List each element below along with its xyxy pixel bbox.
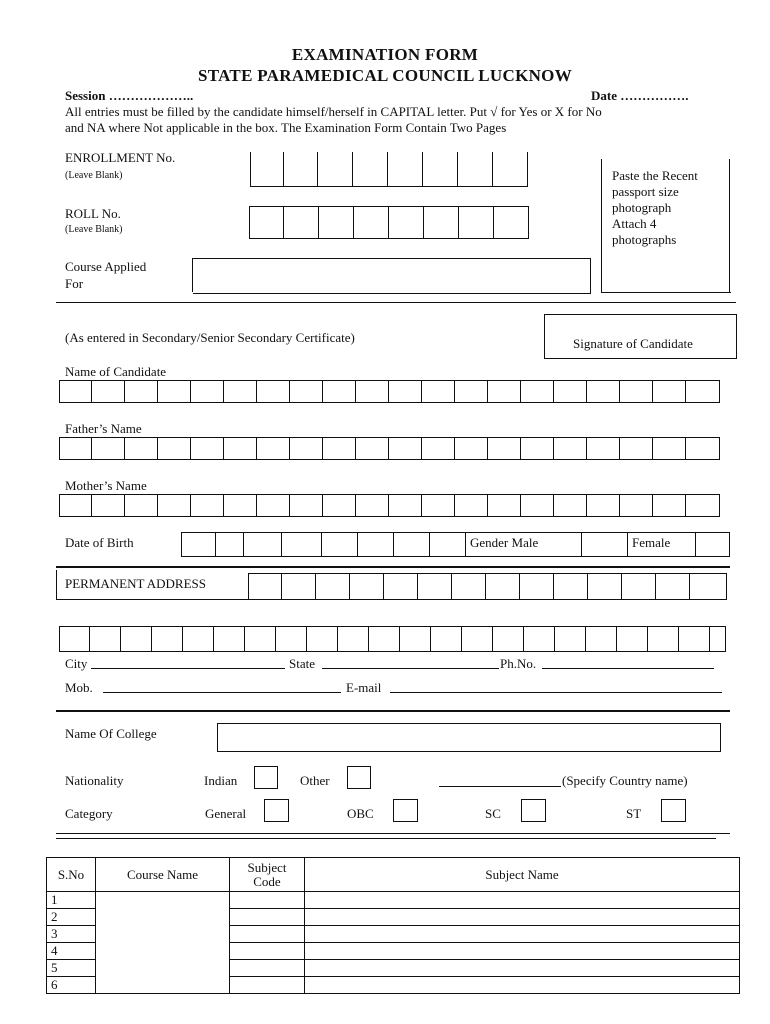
divider: [56, 710, 730, 712]
row-number: 6: [47, 977, 96, 994]
photo-text-5: photographs: [612, 232, 677, 247]
subject-code-cell[interactable]: [230, 909, 305, 926]
enrollment-number-field[interactable]: [250, 152, 528, 187]
header-subject-name: Subject Name: [305, 858, 740, 892]
female-cell: [628, 532, 696, 557]
candidate-name-label: Name of Candidate: [65, 364, 167, 379]
dob-cell[interactable]: [430, 532, 466, 557]
other-checkbox[interactable]: [347, 766, 371, 789]
row-number: 1: [47, 892, 96, 909]
photo-text-3: photograph: [612, 200, 672, 215]
dob-cell[interactable]: [322, 532, 358, 557]
address-field-line-2[interactable]: [59, 626, 726, 652]
table-row: [47, 892, 740, 909]
table-header-row: [47, 858, 740, 892]
address-label: PERMANENT ADDRESS: [65, 576, 206, 591]
indian-checkbox[interactable]: [254, 766, 278, 789]
row-number: 3: [47, 926, 96, 943]
male-checkbox[interactable]: [582, 532, 628, 557]
gender-male-cell: [466, 532, 582, 557]
council-title: STATE PARAMEDICAL COUNCIL LUCKNOW: [197, 66, 573, 85]
nationality-label: Nationality: [65, 773, 124, 788]
specify-country-label: (Specify Country name): [562, 773, 688, 788]
subject-name-cell[interactable]: [305, 977, 740, 994]
mother-name-field[interactable]: [59, 494, 726, 517]
instruction-line-1: All entries must be filled by the candidate himself/herself in CAPITAL letter. Put √ for Yes or X for No: [65, 104, 602, 119]
header-course-name: Course Name: [96, 858, 230, 892]
nationality-indian-label: Indian: [204, 773, 238, 788]
header-code-line-2: Code: [253, 873, 281, 889]
mother-name-label: Mother’s Name: [65, 478, 147, 493]
photo-text-4: Attach 4: [612, 216, 657, 231]
course-label-line-1: Course Applied: [65, 259, 147, 274]
dob-cell[interactable]: [394, 532, 430, 557]
city-label: City: [65, 656, 88, 671]
subject-name-cell[interactable]: [305, 909, 740, 926]
subjects-table: [46, 857, 740, 994]
header-code-line-1: Subject: [247, 859, 287, 875]
subject-code-cell[interactable]: [230, 926, 305, 943]
college-name-field[interactable]: [217, 723, 721, 752]
dob-cell[interactable]: [358, 532, 394, 557]
mobile-input[interactable]: [103, 679, 341, 693]
roll-label: ROLL No.: [65, 206, 121, 221]
divider: [56, 833, 730, 834]
dob-cell[interactable]: [282, 532, 322, 557]
country-input[interactable]: [439, 773, 561, 787]
row-number: 4: [47, 943, 96, 960]
dob-gender-row: [181, 532, 730, 557]
subject-name-cell[interactable]: [305, 960, 740, 977]
category-sc-label: SC: [485, 806, 501, 821]
photo-text-2: passport size: [612, 184, 679, 199]
subject-code-cell[interactable]: [230, 943, 305, 960]
instruction-line-2: and NA where Not applicable in the box. The Examination Form Contain Two Pages: [65, 120, 507, 135]
sc-checkbox[interactable]: [521, 799, 546, 822]
college-label: Name Of College: [65, 726, 157, 741]
st-checkbox[interactable]: [661, 799, 686, 822]
divider: [56, 838, 716, 839]
female-checkbox[interactable]: [696, 532, 730, 557]
state-input[interactable]: [322, 655, 499, 669]
subject-code-cell[interactable]: [230, 977, 305, 994]
category-label: Category: [65, 806, 113, 821]
father-name-field[interactable]: [59, 437, 726, 460]
general-checkbox[interactable]: [264, 799, 289, 822]
category-st-label: ST: [626, 806, 642, 821]
address-field-line-1[interactable]: [248, 573, 727, 600]
female-label: Female: [632, 535, 671, 550]
row-number: 5: [47, 960, 96, 977]
header-sno: S.No: [47, 858, 96, 892]
mobile-label: Mob.: [65, 680, 93, 695]
divider: [56, 566, 730, 568]
roll-number-field[interactable]: [249, 206, 529, 239]
enrollment-label: ENROLLMENT No.: [65, 150, 176, 165]
obc-checkbox[interactable]: [393, 799, 418, 822]
subject-code-cell[interactable]: [230, 892, 305, 909]
signature-label: Signature of Candidate: [573, 336, 693, 351]
email-label: E-mail: [346, 680, 382, 695]
phone-input[interactable]: [542, 655, 714, 669]
dob-label: Date of Birth: [65, 535, 134, 550]
category-general-label: General: [205, 806, 247, 821]
subject-name-cell[interactable]: [305, 943, 740, 960]
category-obc-label: OBC: [347, 806, 374, 821]
photo-text-1: Paste the Recent: [612, 168, 698, 183]
course-label-line-2: For: [65, 276, 84, 291]
email-input[interactable]: [390, 679, 722, 693]
certificate-note: (As entered in Secondary/Senior Secondary Certificate): [65, 330, 355, 345]
subject-name-cell[interactable]: [305, 926, 740, 943]
header-subject-code: [230, 858, 305, 892]
photo-box: [612, 168, 698, 248]
divider: [56, 302, 736, 303]
date-label: Date …………….: [591, 88, 689, 103]
subject-code-cell[interactable]: [230, 960, 305, 977]
course-applied-field[interactable]: [193, 258, 591, 294]
phone-label: Ph.No.: [500, 656, 537, 671]
city-input[interactable]: [91, 655, 285, 669]
dob-cell[interactable]: [216, 532, 244, 557]
gender-male-label: Gender Male: [470, 535, 539, 550]
dob-cell[interactable]: [181, 532, 216, 557]
state-label: State: [289, 656, 315, 671]
form-title: EXAMINATION FORM: [291, 45, 479, 64]
subject-name-cell[interactable]: [305, 892, 740, 909]
candidate-name-field[interactable]: [59, 380, 726, 403]
signature-box[interactable]: [544, 314, 737, 359]
father-name-label: Father’s Name: [65, 421, 142, 436]
enrollment-note: (Leave Blank): [65, 170, 123, 181]
course-name-cell[interactable]: [96, 892, 230, 994]
row-number: 2: [47, 909, 96, 926]
dob-cell[interactable]: [244, 532, 282, 557]
nationality-other-label: Other: [300, 773, 330, 788]
roll-note: (Leave Blank): [65, 224, 123, 235]
session-label: Session ………………..: [65, 88, 194, 103]
